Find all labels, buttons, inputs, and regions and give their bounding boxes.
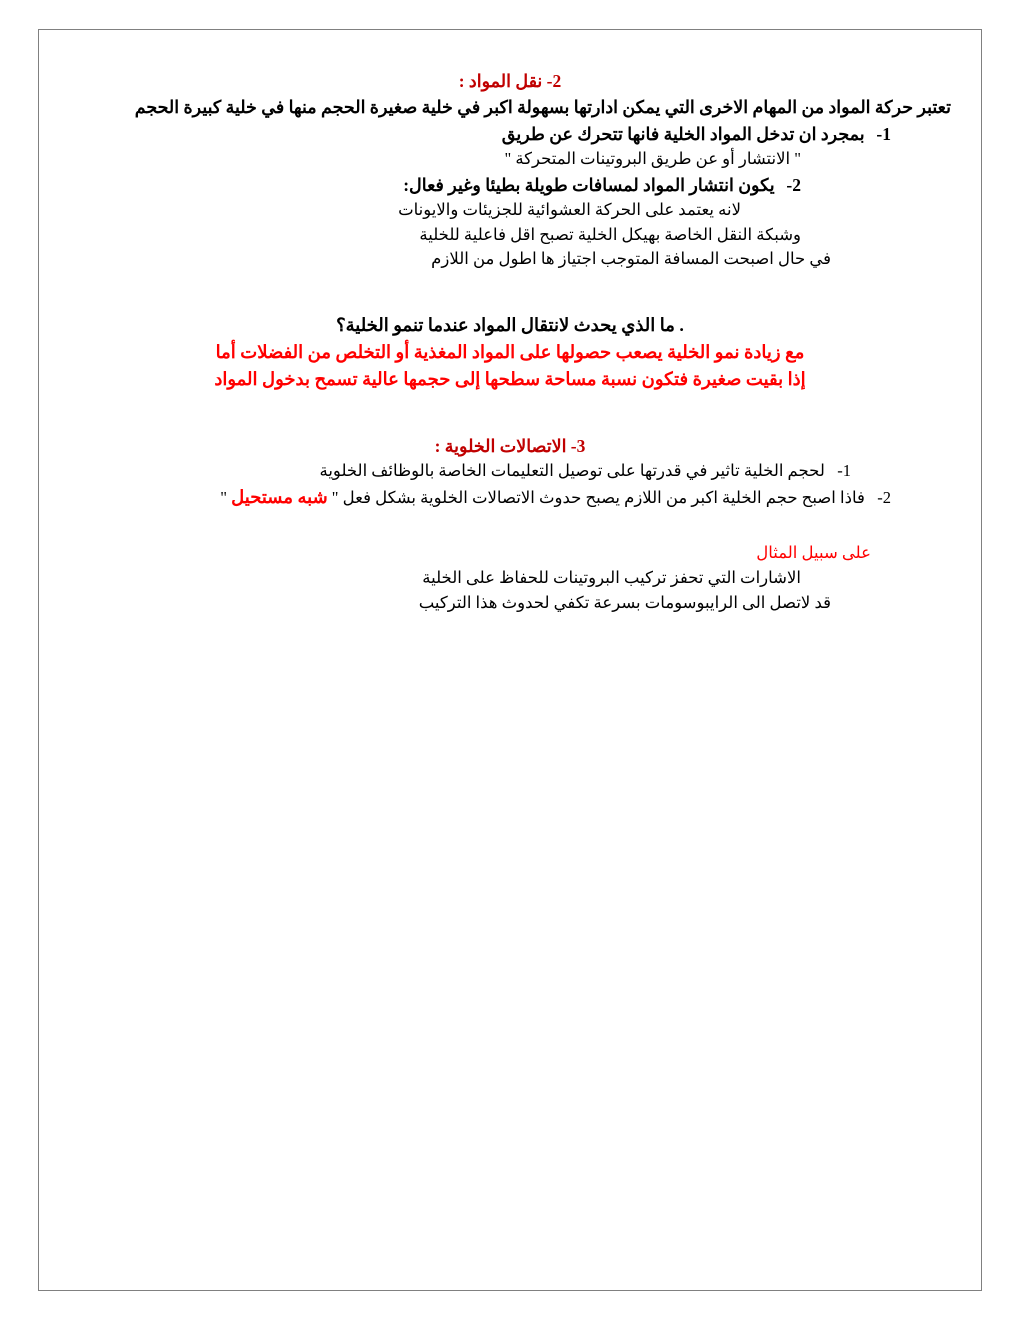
answer-line-1: مع زيادة نمو الخلية يصعب حصولها على المواد المغذية أو التخلص من الفضلات أما — [215, 342, 805, 362]
example-line-1: الاشارات التي تحفز تركيب البروتينات للحفاظ على الخلية — [422, 567, 801, 587]
list-item — [69, 459, 951, 484]
list-item-number: 2- — [877, 488, 891, 507]
list-item-tail: " — [220, 488, 228, 507]
list-item-text: فاذا اصبح حجم الخلية اكبر من اللازم يصبح حدوث الاتصالات الخلوية بشكل فعل " — [327, 488, 865, 507]
section-heading-transport: 2- نقل المواد : — [458, 71, 562, 91]
list-item-subline: في حال اصبحت المسافة المتوجب اجتياز ها اطول من اللازم — [431, 249, 831, 269]
document-content — [69, 68, 951, 615]
list-item-number: 2- — [786, 174, 801, 195]
list-item-highlight: شبه مستحيل — [231, 487, 328, 507]
list-item — [69, 484, 951, 511]
list-item — [69, 121, 951, 147]
list-item-subline: وشبكة النقل الخاصة بهيكل الخلية تصبح اقل فاعلية للخلية — [419, 224, 801, 244]
question-text: . ما الذي يحدث لانتقال المواد عندما تنمو الخلية؟ — [336, 315, 684, 335]
section-heading-communication: 3- الاتصالات الخلوية : — [434, 436, 586, 456]
spacer — [69, 272, 951, 312]
list-item-subline: " الانتشار أو عن طريق البروتينات المتحركة " — [504, 148, 801, 168]
list-item-subline: لانه يعتمد على الحركة العشوائية للجزيئات والايونات — [398, 199, 741, 219]
list-item-number: 1- — [876, 123, 891, 144]
spacer — [69, 511, 951, 541]
list-item-number: 1- — [837, 461, 851, 481]
document-page — [38, 29, 982, 1291]
list-item-text: يكون انتشار المواد لمسافات طويلة بطيئا وغير فعال: — [403, 174, 775, 195]
list-item-text: لحجم الخلية تاثير في قدرتها على توصيل التعليمات الخاصة بالوظائف الخلوية — [319, 461, 825, 481]
spacer — [69, 393, 951, 433]
example-label: على سبيل المثال — [756, 543, 871, 562]
list-item-text: بمجرد ان تدخل المواد الخلية فانها تتحرك عن طريق — [501, 123, 865, 144]
answer-line-2: إذا بقيت صغيرة فتكون نسبة مساحة سطحها إلى حجمها عالية تسمح بدخول المواد — [214, 369, 806, 389]
list-item — [69, 172, 951, 198]
section-intro-transport: تعتبر حركة المواد من المهام الاخرى التي يمكن ادارتها بسهولة اكبر في خلية صغيرة الحجم منها في خلية كبيرة الحجم — [134, 97, 951, 118]
example-line-2: قد لاتصل الى الرايبوسومات بسرعة تكفي لحدوث هذا التركيب — [418, 592, 831, 612]
